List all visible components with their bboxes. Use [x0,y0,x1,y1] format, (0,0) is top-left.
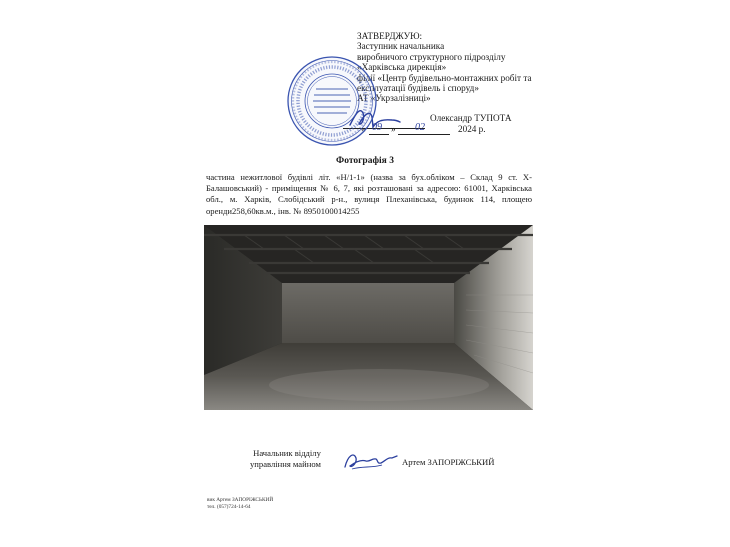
property-description: частина нежитлової будівлі літ. «Н/1-1» (назва за бух.обліком – Склад 9 ст. Х-Балашовський) - приміщення № 6, 7, які розташовані за адресою: 61001, Харківська обл., м. Харків, Слобідський р-н., вулиця Плеханівська, будинок 114, площею оренди258,60кв.м., інв. № 8950100014255 [206,172,532,216]
approval-line: філії «Центр будівельно-монтажних робіт та [357,72,532,83]
date-month-line [398,134,450,135]
date-day: 09 [372,122,382,133]
head-position [250,448,321,470]
executor-name: вик Артем ЗАПОРІЖСЬКИЙ [207,497,274,503]
approval-line: АТ «Укрзалізниці» [357,93,431,104]
head-signature-image [342,449,400,473]
approval-line: експлуатації будівель і споруд» [357,83,479,94]
approval-block [357,31,532,104]
date-quote-open: « [361,124,366,134]
head-position-line1: Начальник відділу [253,448,321,458]
official-stamp [286,55,378,147]
date-year: 2024 р. [458,124,486,134]
date-quote-close: » [391,124,396,134]
approval-line: виробничого структурного підрозділу [357,51,506,62]
approval-line: Заступник начальника [357,41,445,52]
approval-heading: ЗАТВЕРДЖУЮ: [357,31,423,41]
approval-line: «Харківська дирекція» [357,62,447,73]
executor-phone: тел. (057)724-14-64 [207,504,251,510]
document-title: Фотографія 3 [336,156,394,166]
date-month: 02 [415,122,425,133]
head-name: Артем ЗАПОРІЖСЬКИЙ [402,457,495,467]
approval-signatory-name: Олександр ТУПОТА [430,113,512,123]
warehouse-photo [204,225,533,410]
executor-block [207,497,273,511]
head-position-line2: управління майном [250,459,321,469]
